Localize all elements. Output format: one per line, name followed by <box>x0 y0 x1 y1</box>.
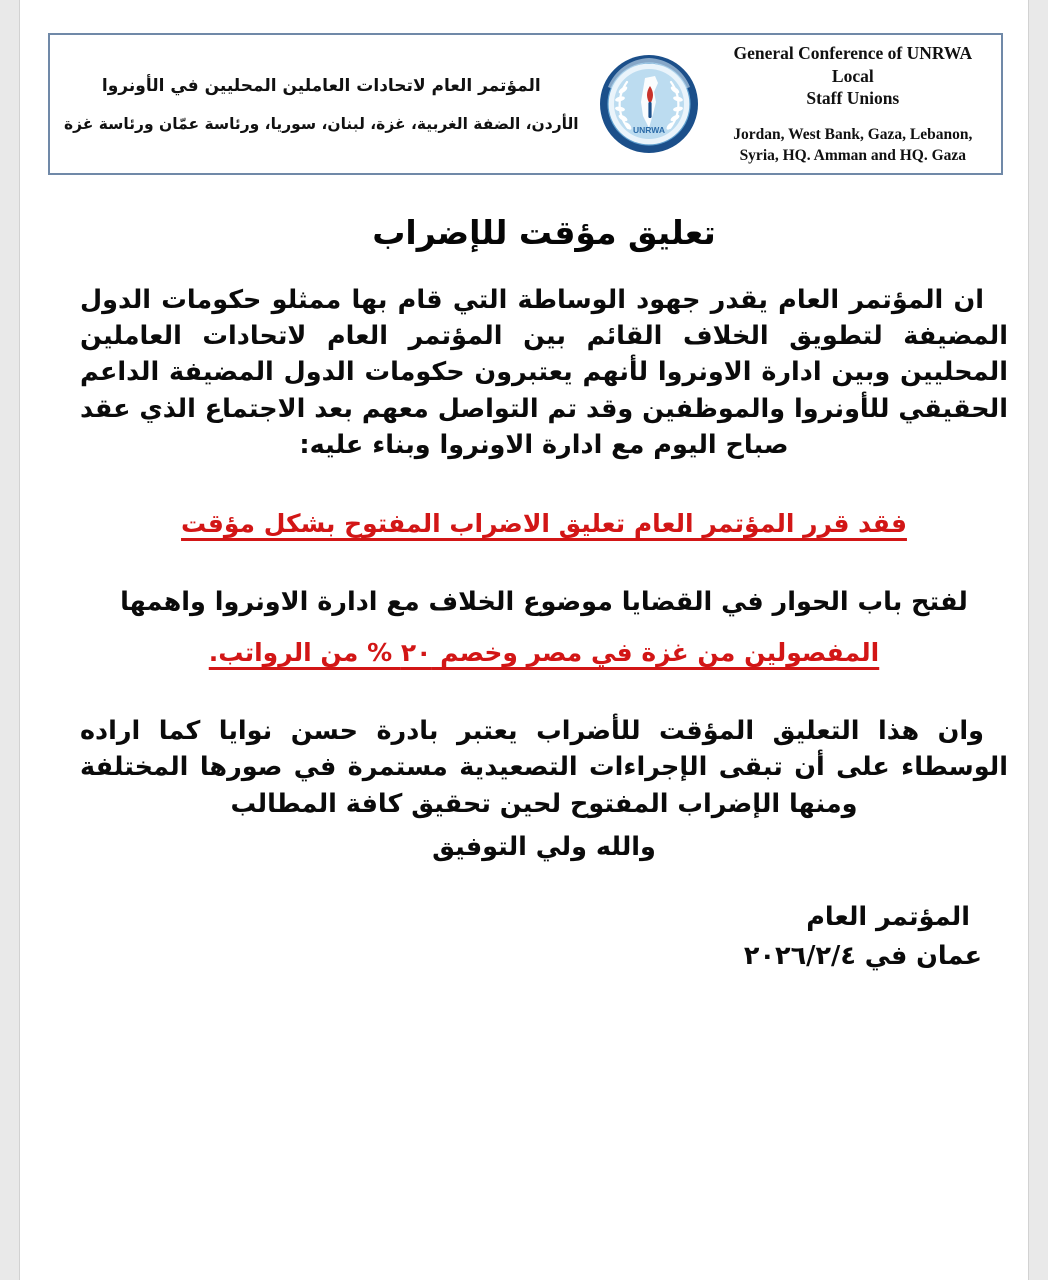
strike-suspension-decision: فقد قرر المؤتمر العام تعليق الاضراب المفتوح بشكل مؤقت <box>181 509 907 539</box>
closing-invocation: والله ولي التوفيق <box>432 831 656 862</box>
document-body <box>80 205 1008 977</box>
statement-paragraph-3: وان هذا التعليق المؤقت للأضراب يعتبر بادرة حسن نوايا كما اراده الوسطاء على أن تبقى الإجراءات التصعيدية مستمرة في صورها المختلفة ومنها الإضراب المفتوح لحين تحقيق كافة المطالب <box>80 716 1008 819</box>
signature-block <box>80 898 1008 977</box>
letterhead-english-title-line1: General Conference of UNRWA Local <box>733 43 973 86</box>
key-demands-highlight: المفصولين من غزة في مصر وخصم ٢٠ % من الرواتب. <box>208 638 880 668</box>
letterhead-logo-slot <box>593 52 705 156</box>
unrwa-union-emblem-icon <box>597 52 701 156</box>
signature-place-date: عمان في ٢٠٢٦/٢/٤ <box>743 941 982 972</box>
letterhead-arabic-subtitle: الأردن، الضفة الغربية، غزة، لبنان، سوريا، ورئاسة عمّان ورئاسة غزة <box>64 114 579 133</box>
spacer <box>80 463 1008 509</box>
letterhead-arabic-block <box>50 76 593 133</box>
letterhead-english-subtitle-line1: Jordan, West Bank, Gaza, Lebanon, <box>733 126 973 144</box>
document-page <box>19 0 1029 1280</box>
letterhead-english-title-line2: Staff Unions <box>806 88 900 109</box>
spacer <box>80 538 1008 584</box>
letterhead-header <box>48 33 1003 175</box>
statement-paragraph-1: ان المؤتمر العام يقدر جهود الوساطة التي قام بها ممثلو حكومات الدول المضيفة لتطويق الخلاف القائم بين المؤتمر العام لاتحادات العاملين المحليين وبين ادارة الاونروا لأنهم يعتبرون حكومات الدول المضيفة الداعم الحقيقي للأونروا والموظفين وقد تم التواصل معهم بعد الاجتماع الذي عقد صباح اليوم مع ادارة الاونروا وبناء عليه: <box>80 285 1008 460</box>
letterhead-english-subtitle <box>715 125 991 165</box>
statement-title: تعليق مؤقت للإضراب <box>372 213 716 252</box>
letterhead-english-block <box>705 42 1001 165</box>
statement-paragraph-2: لفتح باب الحوار في القضايا موضوع الخلاف مع ادارة الاونروا واهمها <box>120 587 968 618</box>
spacer <box>80 822 1008 832</box>
letterhead-english-title <box>715 42 991 109</box>
spacer <box>80 667 1008 713</box>
signature-organization: المؤتمر العام <box>806 901 970 932</box>
spacer <box>80 620 1008 638</box>
letterhead-arabic-title: المؤتمر العام لاتحادات العاملين المحليين في الأونروا <box>101 75 541 96</box>
letterhead-english-subtitle-line2: Syria, HQ. Amman and HQ. Gaza <box>739 146 967 164</box>
logo-wordmark: UNRWA <box>632 125 665 135</box>
